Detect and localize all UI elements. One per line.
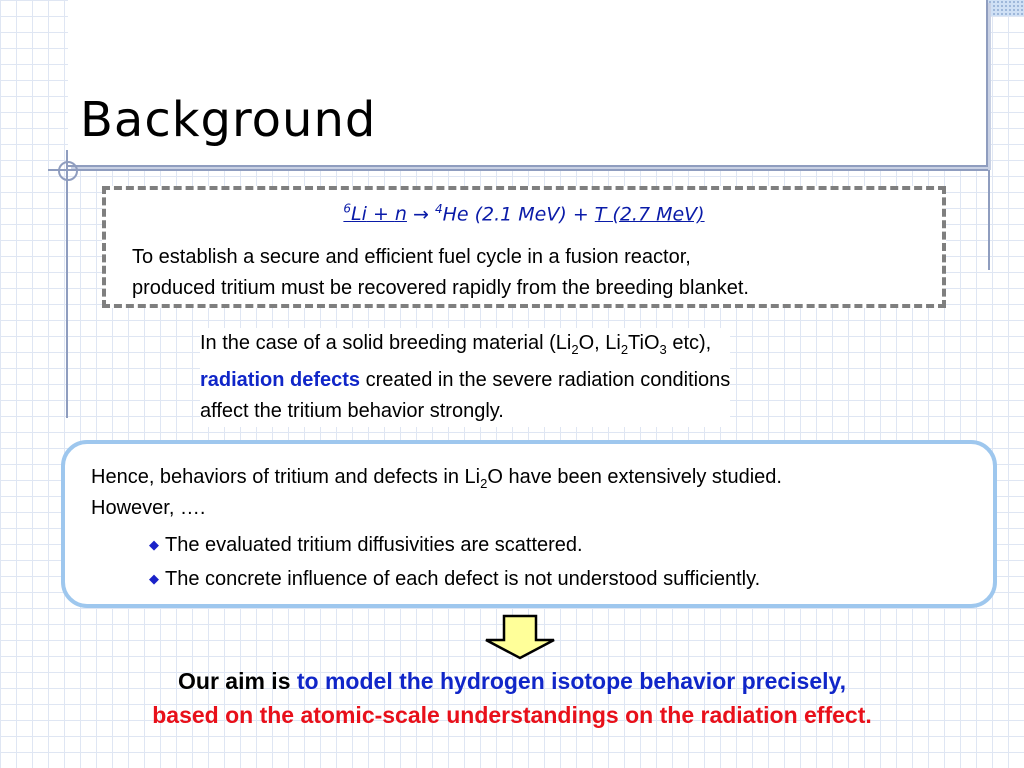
subscript: 3 xyxy=(659,342,667,357)
subscript: 2 xyxy=(571,342,579,357)
reaction-li-term xyxy=(343,203,407,225)
plus-sign: + xyxy=(366,203,395,226)
aim-statement xyxy=(0,664,1024,732)
tritium-product: T (2.7 MeV) xyxy=(594,203,705,226)
list-item xyxy=(149,528,760,562)
list-item xyxy=(149,562,760,596)
reaction-box xyxy=(102,186,946,308)
ring-ornament-icon xyxy=(58,161,78,181)
para-text: affect the tritium behavior strongly. xyxy=(200,400,504,422)
para-text: Hence, behaviors of tritium and defects in Li xyxy=(91,466,481,488)
fuel-cycle-line-1: To establish a secure and efficient fuel cycle in a fusion reactor, xyxy=(132,246,691,268)
left-rule xyxy=(66,150,68,418)
diamond-bullet-icon: ◆ xyxy=(149,537,159,552)
plus-sign-2: + xyxy=(566,203,595,226)
reaction-equation xyxy=(106,202,942,225)
down-arrow-icon xyxy=(480,614,560,660)
title-rule xyxy=(48,169,988,171)
he-mass-number: 4 xyxy=(434,202,443,216)
para-text: O have been extensively studied. xyxy=(487,466,782,488)
para-text: etc), xyxy=(666,332,712,354)
reaction-arrow: → xyxy=(406,203,435,226)
problem-box xyxy=(61,440,997,608)
neutron-symbol: n xyxy=(394,203,407,226)
right-rule xyxy=(988,170,990,270)
li-mass-number: 6 xyxy=(343,202,352,216)
fuel-cycle-text xyxy=(132,242,749,304)
problem-list xyxy=(149,528,760,596)
para-text: In the case of a solid breeding material (Li xyxy=(200,332,572,354)
helium-product: He (2.1 MeV) xyxy=(442,203,567,226)
para-text: TiO xyxy=(628,332,660,354)
diamond-bullet-icon: ◆ xyxy=(149,571,159,586)
para-text: created in the severe radiation conditions xyxy=(360,369,731,391)
aim-basis: based on the atomic-scale understandings on the radiation effect. xyxy=(152,702,872,728)
para-text: O, Li xyxy=(578,332,621,354)
subscript: 2 xyxy=(620,342,629,357)
li-symbol: Li xyxy=(351,203,367,226)
subscript: 2 xyxy=(480,476,488,491)
radiation-defects-highlight: radiation defects xyxy=(200,369,361,391)
aim-goal: to model the hydrogen isotope behavior precisely, xyxy=(296,668,846,694)
list-item-text: The evaluated tritium diffusivities are scattered. xyxy=(165,534,583,556)
slide-title: Background xyxy=(80,92,377,148)
fuel-cycle-line-2: produced tritium must be recovered rapidly from the breeding blanket. xyxy=(132,277,749,299)
aim-lead: Our aim is xyxy=(178,668,297,694)
list-item-text: The concrete influence of each defect is not understood sufficiently. xyxy=(165,568,761,590)
however-text: However, …. xyxy=(91,497,206,519)
breeding-material-paragraph xyxy=(200,328,730,427)
